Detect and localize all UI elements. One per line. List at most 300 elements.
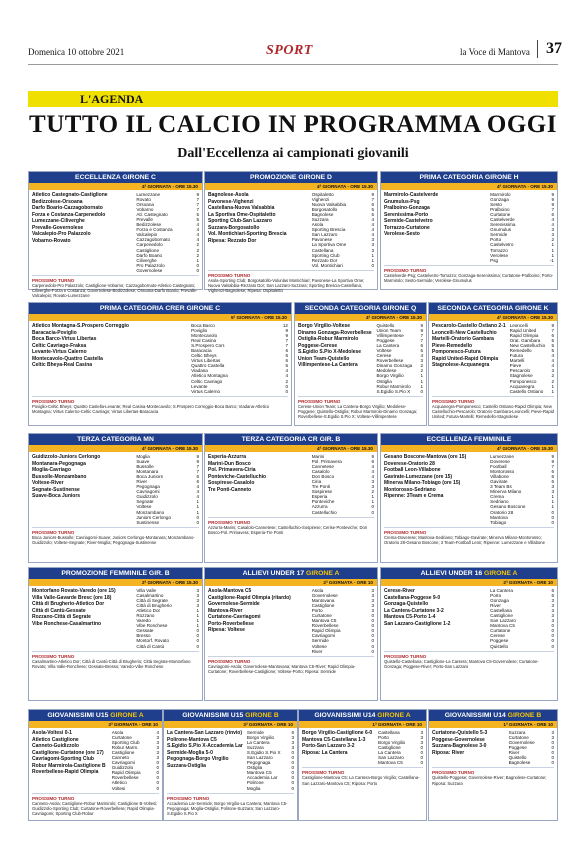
standings [312,454,374,515]
standing-points: 3 [551,735,554,741]
standing-points: 0 [196,519,199,525]
standings-points [196,588,199,649]
league-body [205,452,377,515]
match-item: Castellana-Poggese 9-0 [384,594,441,601]
league-title-text: ALLIEVI UNDER 16 [420,570,483,577]
standing-team: Poggese [508,745,527,751]
next-round-title: PROSSIMO TURNO [208,658,251,664]
standing-team: Borgo Virgilio [246,735,275,741]
standing-points: 9 [196,454,199,459]
match-item: Serenissima-Porto [384,211,429,218]
standing-points: 3 [291,740,294,746]
match-item: Mantova-River [208,607,243,614]
standing-team: Roverbellese [311,623,339,629]
match-list [208,454,308,515]
standing-team: Ciliverghe [136,257,157,263]
match-item: Football Leon-Villabone [384,467,441,473]
standing-points: 3 [371,484,374,490]
match-item: Montorfano Rovato-Varedo (ore 15) [32,588,116,594]
standings-points [550,192,554,263]
standing-team: Don Bosco [311,474,335,480]
standing-team: Mantovana [311,598,335,604]
standing-team: Varedo [136,618,151,624]
match-item: Minerva Milano-Tobiago (ore 15) [384,480,461,486]
league-title-text: TERZA CATEGORIA MN [77,436,154,443]
standing-team: Accademia Lar [246,775,278,781]
standing-points: 0 [285,383,288,389]
standing-points: 4 [371,217,374,223]
section-divider [32,651,199,652]
standing-team: Suzzara [246,745,264,751]
standings-teams [378,730,405,765]
standing-points: 1 [196,257,199,263]
standing-points: 6 [420,343,423,349]
standing-points: 3 [156,735,159,741]
league-title-text: ECCELLENZA GIRONE C [75,174,156,181]
next-round-title: PROSSIMO TURNO [32,653,75,659]
league-body [381,586,557,649]
standing-team: Quistello [490,643,509,649]
standing-points: 3 [551,232,554,238]
standing-team: S.Egidio S.Pio X [246,750,281,756]
next-round-text: Azzurra-Marini; Casalolo-Cannetese; Castelluchio-Sospirese; Cerise-Ponteviche; Don Bosco-Pol. Primavera; Esperia-Tre Ponti [208,524,368,535]
standing-points: 0 [196,643,199,649]
standing-team: Castiglione [378,745,401,751]
standing-team: Gonzaga [490,598,509,604]
league-title-text: GIOVANISSIMI U14 [314,712,376,719]
section-divider [384,265,554,266]
league-body [29,452,202,525]
match-list [432,730,505,765]
match-list [208,192,308,268]
standing-team: Forza e Costanza [136,227,173,233]
standing-team: Suave [136,459,150,465]
match-item: Canneto-Guidizzolo [32,743,79,749]
standing-points: 1 [551,504,554,510]
standing-points: 5 [371,207,374,213]
league-title [381,434,557,445]
standing-points: 1 [420,383,423,389]
standing-points: 1 [196,623,199,629]
standing-team: Levante [191,383,208,389]
standing-team: Città di Brugherio [136,603,172,609]
standing-team: Ponteviche [311,499,335,505]
match-item: Gonzaga-Quistello [384,601,429,607]
standing-points: 3 [371,242,374,248]
standing-team: River [490,603,501,609]
standing-points: 0 [196,628,199,634]
match-list [32,192,132,273]
standing-team: Bussolle [136,464,154,470]
standing-team: Curtatone [490,212,511,218]
round-label: 2ª GIORNATA - ORE 15.30 [29,579,202,586]
standing-points: 3 [371,603,374,609]
section-divider [32,275,199,276]
standing-points: 6 [551,469,554,475]
match-item: Porto-San Lazzaro 3-2 [302,743,355,749]
standing-points: 0 [196,514,199,520]
standing-points: 7 [371,197,374,203]
standing-points: 7 [551,464,554,470]
standing-team: Roverbellese [376,358,404,364]
match-item: La Cantera-Curtatone 3-2 [384,607,444,614]
league-body [29,586,202,649]
standing-points: 9 [420,323,423,328]
standing-points: 9 [551,454,554,459]
standing-team: Futura [509,353,523,359]
standing-points: 9 [285,328,288,334]
standing-points: 0 [291,765,294,771]
match-item: Prevalle-Governolese [32,224,84,231]
standing-points: 0 [551,760,554,766]
section-title: SPORT [266,43,313,58]
match-item: Ripesa: Rezzato Dor [208,237,257,244]
standing-team: Quistello [376,323,395,328]
standing-points: 4 [196,227,199,233]
standing-team: Porto [311,608,323,614]
standing-team: Robur Marmirolo [376,383,411,389]
standing-points: 4 [371,469,374,475]
standing-points: 1 [196,509,199,515]
standing-points: 4 [371,474,374,480]
standing-points: 0 [196,267,199,273]
standing-points: 0 [291,750,294,756]
standing-points: 7 [196,464,199,470]
standing-points: 0 [196,638,199,644]
standing-points: 0 [291,755,294,761]
standing-points: 0 [420,755,423,761]
standing-team: Polirone [246,780,264,786]
standing-points: 7 [285,343,288,349]
section-divider [384,651,554,652]
league-box [163,709,298,821]
standing-points: 3 [551,368,554,374]
standing-points: 0 [196,633,199,639]
agenda-band [28,91,558,107]
standings-points [291,730,294,791]
standing-points: 4 [551,353,554,359]
section-divider [32,527,199,528]
standing-team: La Cantera [490,588,513,593]
next-round-text: Crema-Doverese; Mantova-Sedriano; Tobiago-Gavirate; Minerva Milano-Montorosso; Oratorio 28-Gesano Boscone; 3 Team-Football Leon; Ripenne: Lumezzane e Villabone [384,534,545,545]
standing-team: Sermide [311,638,329,644]
next-round-text: Cavriagomi-Asola; Governolese-Mantovana; Mantova C5-River; Rapid Olimpia-Curtatone; Roverbellese-Castiglione; Voltese-Porto; Ripesa: Sermide [208,663,356,674]
standing-team: Bresso [136,633,151,639]
standing-team: Crema [490,494,504,500]
standing-points: 0 [551,638,554,644]
match-item: Marini-Dun Bosco [208,460,251,467]
league-title [205,172,377,183]
headline: TUTTO IL CALCIO IN PROGRAMMA OGGI [29,111,557,138]
standing-points: 6 [551,333,554,339]
standing-team: Pavonese [311,237,333,243]
agenda-label: L'AGENDA [80,92,144,106]
standing-team: Montanara [136,469,159,475]
standing-team: New Castelluchio [509,343,546,349]
match-item: S.Egidio S.Pio X-Medolese [298,349,362,355]
standing-points: 5 [551,338,554,344]
match-item: Poggese-Cerese [298,342,338,349]
match-item: Vobarno-Rovato [32,237,71,244]
round-label: 4ª GIORNATA - ORE 15.30 [381,445,557,452]
standing-team: Gnumulus [490,227,512,233]
standing-team: Voltesi [111,785,126,791]
standing-team: Asola [311,222,324,228]
standing-points: 0 [371,648,374,654]
standing-team: River [508,750,520,756]
match-item: Baracacia-Poviglio [32,329,77,336]
standing-points: 0 [371,618,374,624]
match-item: Mantova C5-Castellana 1-3 [302,736,366,743]
match-item: Ostiglia-Robur Marmirolo [298,336,359,342]
next-round-title: PROSSIMO TURNO [384,267,427,273]
standing-team: Martelli [509,358,525,364]
standing-team: Sesto [490,202,502,208]
standing-points: 2 [371,489,374,495]
standing-points: 1 [551,252,554,258]
standing-points: 3 [551,603,554,609]
standing-team: Sermide [246,730,264,735]
standing-team: Celtic Bheys [191,353,217,359]
standing-team: San Lazzaro [311,232,338,238]
standing-team: Castiglione [136,247,160,253]
standings [312,192,374,268]
standing-team: Prevalle [136,217,153,223]
standing-points: 0 [371,504,374,510]
standing-team: Rezzato Dor [311,257,338,263]
league-title-text: PROMOZIONE FEMMINILE GIR. B [61,570,170,577]
standing-points: 2 [420,368,423,374]
standing-team: Segnate [136,499,154,505]
standing-team: Asola [111,730,124,735]
section-divider [432,767,554,768]
round-label: 5ª GIORNATA - ORE 15.30 [29,314,291,321]
standing-team: Mantova C5 [311,618,337,624]
standing-team: Borgosatollo [311,207,338,213]
standing-points: 9 [371,454,374,459]
standing-points: 2 [196,252,199,258]
standing-team: Mantova C5 [246,770,272,776]
standing-points: 3 [551,484,554,490]
standings-teams [312,588,341,654]
next-round-text: Canneto-Asola; Castiglione-Robur Marmirolo; Castiglione B-Voltesi; Guidizzolo-Sporting Club; Curtatone-Roverbellese; Rapid Olimpia-Cavriagomi; Sporting Club-Robur [32,800,158,817]
league-box [28,567,203,701]
standing-points: 3 [551,598,554,604]
standing-team: Valcalepio [136,232,158,238]
standing-points: 0 [371,262,374,268]
standing-points: 3 [156,740,159,746]
match-list [298,323,372,394]
section-divider [302,767,423,768]
standings-points [551,730,554,765]
standing-points: 0 [551,633,554,639]
standing-points: 5 [285,363,288,369]
section-divider [208,656,374,657]
standing-points: 6 [285,353,288,359]
match-item: San Lazzaro-Castiglione 1-2 [384,620,451,627]
league-title-text: ECCELLENZA FEMMINILE [426,436,512,443]
standings-teams [136,454,171,525]
match-item: Asola-Voltesi 0-1 [32,730,72,736]
standing-team: Pegognaga [246,760,271,766]
league-title [381,568,557,579]
standing-points: 9 [551,459,554,465]
standing-team: Porto [490,593,502,599]
match-item: Pieve-Remedello [432,342,473,349]
standing-points: 1 [196,499,199,505]
league-box [380,433,558,563]
standing-team: Castellana [311,247,334,253]
match-item: Forza e Costanza-Carpenedolo [32,211,106,218]
standing-team: Atletico Dor [136,608,161,614]
standing-team: Roverbellese [111,775,139,781]
standing-points: 0 [371,628,374,634]
standing-points: 4 [285,368,288,374]
league-box [204,433,378,563]
next-round-text: Castelverde-Psg; Castelvetro-Torrazzo; Gonzaga-Serenissima; Curtatone-Pralboino; Porto-Marmirolo; Sesto-Sermide; Verolese-Gnumulus [384,272,554,283]
league-body [29,190,202,273]
standings [112,730,159,791]
standing-points: 5 [196,217,199,223]
match-item: Montorosso-Sedriano [384,486,436,493]
standing-points: 1 [371,252,374,258]
standing-points: 0 [371,509,374,515]
standing-team: Città di Cantù [136,643,165,649]
match-item: Doverese-Oratorio 28 [384,460,435,467]
next-round-text: Accademia Lar-Sermide; Borgo Virgilio-La Cantera; Mantova C5-Pegognaga; Moglia-Ostiglia; Polirone-Suzzara; San Lazzaro-S.Egidio S.Pio X [167,800,288,817]
league-title [205,434,377,445]
standing-team: Remedello [509,348,532,354]
next-round-title: PROSSIMO TURNO [208,519,251,525]
standing-points: 6 [196,479,199,485]
standing-team: Castelverde [490,217,515,223]
standing-points: 3 [551,608,554,614]
standing-points: 1 [196,613,199,619]
standing-team: Oratorio 28 [490,509,514,515]
standing-points: 6 [551,474,554,480]
match-item: Ponteviche-Castelluchio [208,473,267,480]
standing-points: 2 [551,378,554,384]
standing-points: 6 [285,348,288,354]
standing-points: 3 [196,593,199,599]
match-list [32,454,132,525]
match-item: La Sportiva Ome-Ospitaletto [208,211,276,218]
next-round-title: PROSSIMO TURNO [167,795,210,801]
standing-team: Castellana [490,608,512,614]
standing-team: Vol. Montichiari [311,262,343,268]
standing-points: 0 [420,745,423,751]
standings-teams [490,454,525,525]
match-item: Suzzara-Ostiglia [167,762,206,769]
standing-points: 3 [371,237,374,243]
standing-team: S.Prospero Corr. [191,343,226,349]
match-item: Sermide-Moglia 5-0 [167,749,213,756]
standings-points [551,454,554,525]
standing-team: La Cantera [246,740,270,746]
next-round-text: Cerese-Union Team; La Cantera-Borgo Virgilio; Medolese-Poggese; Quistello-Ostiglia; Robur Marmirolo-Dinamo Gonzaga; Roverbellese-S.Egidio S.Pio X; Voltese-Villimpentese [298,403,418,420]
match-item: Rozzano-Città di Segrate [32,614,91,620]
round-label: 3ª GIORNATA - ORE 10 [29,721,162,728]
standing-team: Pol. Primavera [311,459,342,465]
standings [247,730,294,791]
standings [376,323,423,394]
standing-team: Gonzaga [490,197,509,203]
match-item: La Cantera-San Lazzaro (rinvio) [167,730,243,736]
standings-points [371,192,374,268]
match-item: Bedizzolese-Orsoana [32,198,83,205]
standing-team: Casalmartino [136,593,164,599]
league-title-text: ALLIEVI UNDER 17 [242,570,305,577]
standing-team: Poggese [490,638,509,644]
standing-points: 3 [156,745,159,751]
standing-team: Orat. Gambara [509,338,541,344]
standing-team: Curtatone [311,613,332,619]
standings [490,454,554,525]
standing-points: 1 [420,378,423,384]
standing-team: 3 Team Bs [490,484,512,490]
league-title [29,303,291,314]
next-round-text: Asola-Sporting Club; Borgosatollo-Volunlas Montichiari; Pavonese-La Sportiva Ome; Nuova Valsabbia-Rezzato Dor; San Lazzaro-Suzzara; Sporting Brescia-Castellana; Vighenzi-Bagnolese; Ripesa: Ospitaletto [208,277,365,294]
standing-points: 0 [371,643,374,649]
standing-points: 0 [156,770,159,776]
match-item: Sospirese-Casalolo [208,480,255,486]
next-round-text: Boca Juniors-Bussolle; Cavriagomi-Suave; Juniors Cerlongo-Montanara; Monzambano-Guidizzolo; Voltese-Segnate; River-Moglia; Pegognaga-Sustinense [32,534,195,545]
standing-points: 7 [420,333,423,339]
standing-team: Voltese [376,348,392,354]
standing-team: Gesano Boscone [490,504,526,510]
league-group: GIRONE A [377,712,411,719]
section-divider [32,396,288,397]
standing-points: 7 [285,338,288,344]
standing-points: 7 [551,328,554,334]
match-item: Asola-Mantova C5 [208,588,252,594]
standings-teams [490,588,516,649]
standing-team: Quistello [508,755,527,761]
league-title [29,710,162,721]
league-box [428,302,558,426]
standings [312,588,374,654]
match-list [32,588,132,649]
standing-team: Medolese [376,368,397,374]
match-list [302,730,374,765]
standing-team: Rapid Olimpia [509,333,539,339]
standing-points: 2 [551,373,554,379]
standing-points: 5 [551,348,554,354]
league-title [295,303,426,314]
standing-team: Juniors Cerlongo [136,514,172,520]
standing-points: 4 [551,222,554,228]
next-round-title: PROSSIMO TURNO [384,653,427,659]
match-item: Pescarolo-Castello Ostiano 2-1 [432,323,506,329]
standing-points: 0 [291,760,294,766]
match-item: Pavonese-Vighenzi [208,198,254,205]
standing-points: 3 [420,730,423,735]
standing-team: Tre Ponti [311,484,331,490]
subheadline: Dall'Eccellenza ai campionati giovanili [177,146,409,161]
section-divider [384,527,554,528]
standing-points: 1 [196,608,199,614]
standing-team: Quattro Castella [191,363,225,369]
round-label: 4ª GIORNATA - ORE 15.30 [205,445,377,452]
standings [490,192,554,263]
match-item: Vibe Ronchese-Casalmartino [32,620,102,627]
next-round-title: PROSSIMO TURNO [32,529,75,535]
standing-team: Pralboino [490,207,510,213]
standing-points: 1 [420,373,423,379]
league-box [28,709,163,821]
league-box [28,171,203,299]
standing-team: Asola [311,588,324,593]
